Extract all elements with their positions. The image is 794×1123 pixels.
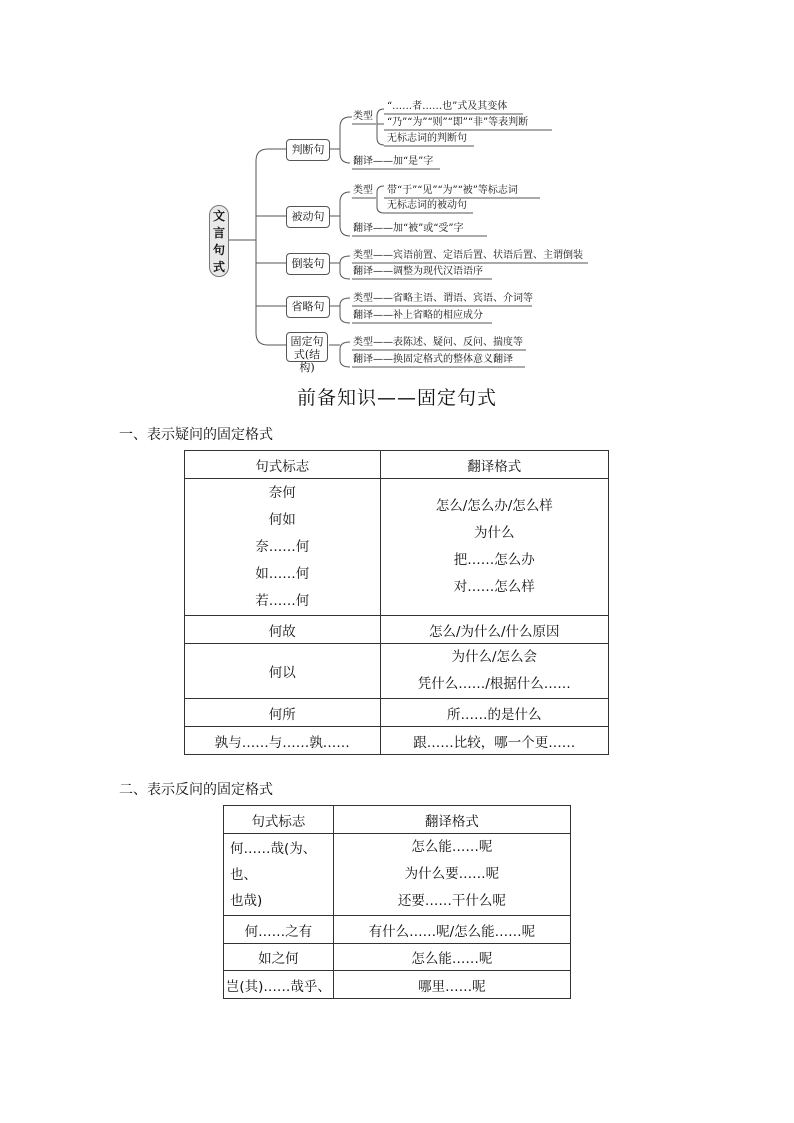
leaf-text: “乃”“为”“则”“即”“非”等表判断	[387, 117, 529, 128]
interrogative-table	[184, 450, 609, 755]
table-cell: 跟……比较，哪一个更……	[380, 727, 608, 755]
table-cell: 所……的是什么	[380, 699, 608, 727]
cell-line: 奈……何	[255, 538, 310, 555]
table-cell	[224, 834, 334, 916]
root-char: 言	[212, 226, 225, 240]
header-cell: 翻译格式	[380, 451, 608, 479]
table-cell: 怎么/为什么/什么原因	[380, 616, 608, 644]
cell-line: 为什么	[474, 525, 515, 541]
branch-panduanju: 判断句	[286, 139, 330, 161]
type-label: 类型	[353, 111, 373, 122]
table-row	[185, 616, 609, 644]
branch-label-line: 固定句	[290, 335, 324, 348]
leaf-text: 无标志词的判断句	[387, 133, 467, 144]
cell-line: 如……何	[255, 565, 310, 582]
type-text: 类型——表陈述、疑问、反问、揣度等	[353, 337, 523, 348]
translate-text: 翻译——补上省略的相应成分	[353, 310, 483, 321]
cell-line: 也哉)	[230, 892, 263, 909]
table-cell	[380, 479, 608, 616]
cell-line: 把……怎么办	[453, 552, 535, 568]
table-row	[185, 727, 609, 755]
table-cell	[380, 644, 608, 699]
section-heading: 二、表示反问的固定格式	[119, 782, 273, 798]
cell-line: 何如	[268, 511, 296, 528]
branch-daozhuangju: 倒装句	[286, 253, 330, 275]
cell-line: 为什么/怎么会	[451, 649, 538, 665]
table-cell: 怎么能……呢	[333, 944, 570, 971]
table-row	[185, 699, 609, 727]
rhetorical-table	[223, 805, 571, 999]
branch-gudingjushi	[286, 332, 328, 374]
cell-line: 凭什么……/根据什么……	[417, 676, 571, 692]
header-cell: 句式标志	[224, 806, 334, 834]
table-cell	[333, 834, 570, 916]
type-text: 类型——宾语前置、定语后置、状语后置、主谓倒装	[353, 250, 583, 261]
root-char: 式	[212, 260, 225, 274]
table-cell	[185, 479, 381, 616]
table-cell: 何故	[185, 616, 381, 644]
translate-text: 翻译——加“是”字	[353, 156, 434, 167]
table-row	[224, 834, 571, 916]
table-cell: 孰与……与……孰……	[185, 727, 381, 755]
table-cell: 如之何	[224, 944, 334, 971]
table-header-row	[224, 806, 571, 834]
type-text: 类型——省略主语、谓语、宾语、介词等	[353, 293, 533, 304]
table-cell: 有什么……呢/怎么能……呢	[333, 916, 570, 944]
table-row	[224, 916, 571, 944]
branch-shenglueju: 省略句	[286, 296, 330, 318]
page-title: 前备知识——固定句式	[296, 387, 497, 409]
leaf-text: 带“于”“见”“为”“被”等标志词	[387, 185, 518, 196]
table-row	[224, 944, 571, 971]
cell-line: 还要……干什么呢	[397, 893, 506, 909]
cell-line: 对……怎么样	[453, 579, 535, 595]
cell-line: 怎么能……呢	[411, 839, 493, 855]
header-cell: 句式标志	[185, 451, 381, 479]
table-row	[185, 479, 609, 616]
branch-label-line: 式(结构)	[293, 348, 321, 374]
mindmap-root	[209, 205, 229, 277]
section-heading: 一、表示疑问的固定格式	[119, 427, 273, 443]
root-char: 文	[212, 209, 225, 223]
leaf-text: 无标志词的被动句	[387, 200, 467, 211]
header-cell: 翻译格式	[333, 806, 570, 834]
branch-beidongju: 被动句	[286, 206, 330, 228]
cell-line: 若……何	[255, 592, 310, 609]
translate-text: 翻译——调整为现代汉语语序	[353, 266, 483, 277]
table-cell: 何……之有	[224, 916, 334, 944]
table-row	[185, 644, 609, 699]
table-cell: 哪里……呢	[333, 971, 570, 999]
cell-line: 为什么要……呢	[404, 866, 500, 882]
translate-text: 翻译——换固定格式的整体意义翻译	[353, 354, 513, 365]
cell-line: 何……哉(为、也、	[230, 840, 317, 883]
cell-line: 怎么/怎么办/怎么样	[435, 498, 553, 514]
table-cell: 何所	[185, 699, 381, 727]
leaf-text: “……者……也”式及其变体	[387, 101, 508, 112]
table-cell: 岂(其)……哉乎、	[224, 971, 334, 999]
type-label: 类型	[353, 185, 373, 196]
table-header-row	[185, 451, 609, 479]
translate-text: 翻译——加“被”或“受”字	[353, 223, 464, 234]
cell-line: 奈何	[268, 484, 296, 501]
table-cell: 何以	[185, 644, 381, 699]
root-char: 句	[212, 243, 225, 257]
table-row	[224, 971, 571, 999]
